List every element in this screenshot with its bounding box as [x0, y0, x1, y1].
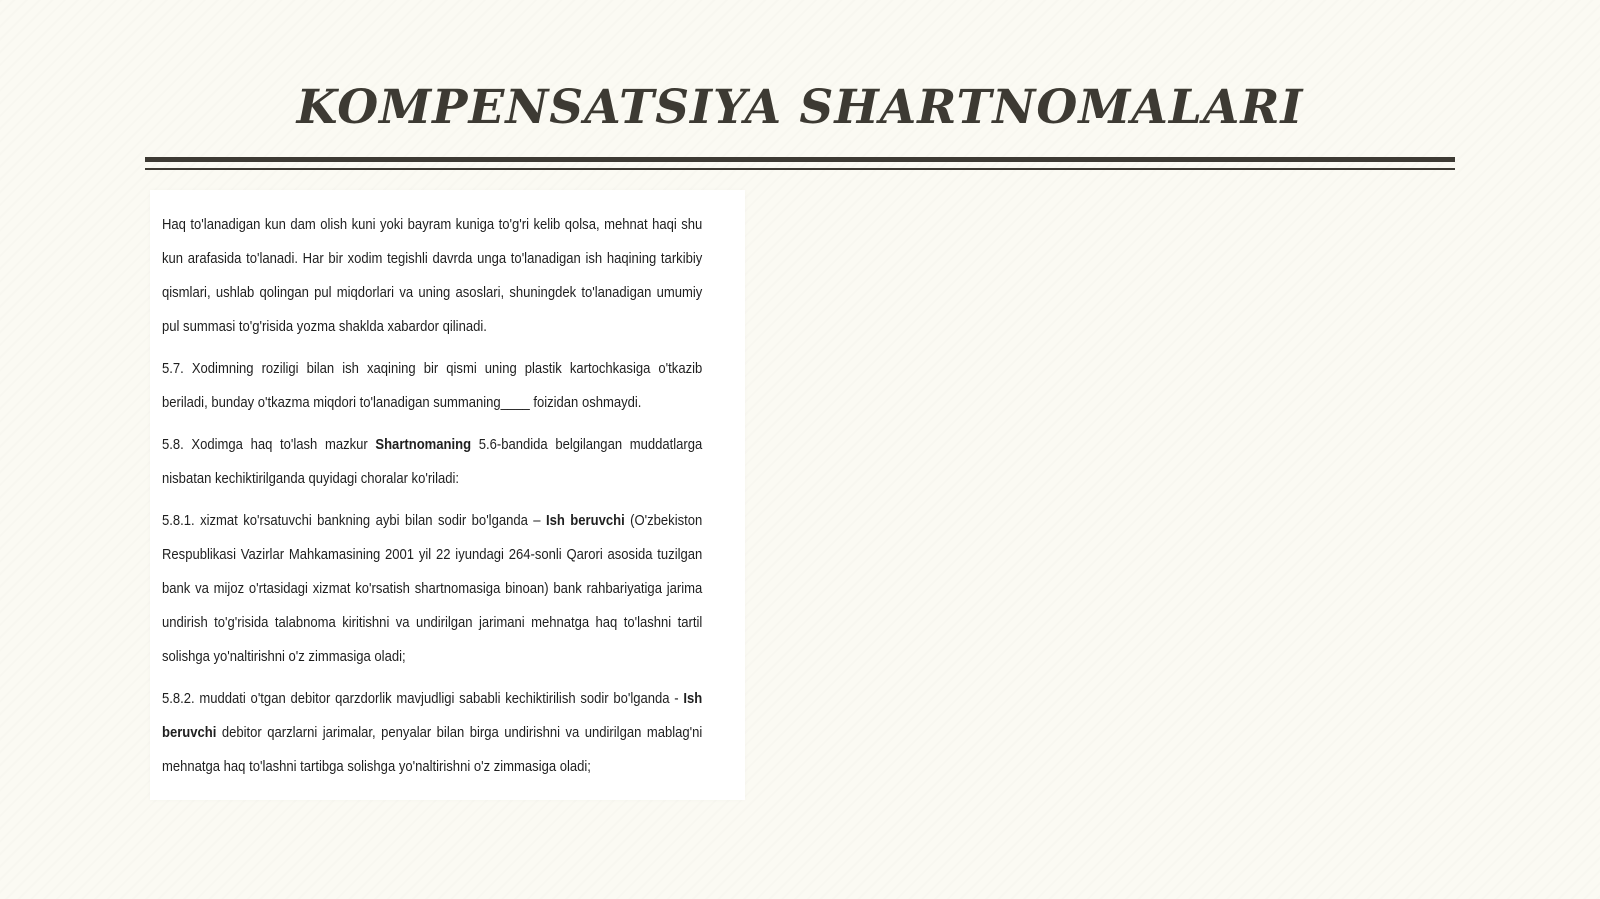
document-excerpt-text	[162, 208, 703, 792]
paragraph-5-8: 5.8. Xodimga haq to'lash mazkur Shartnomaning 5.6-bandida belgilangan muddatlarga nisbatan kechiktirilganda quyidagi choralar ko'riladi:	[162, 436, 703, 487]
paragraph-5-7: 5.7. Xodimning roziligi bilan ish xaqining bir qismi uning plastik kartochkasiga o'tkazib beriladi, bunday o'tkazma miqdori to'lanadigan summaning____ foizidan oshmaydi.	[162, 360, 703, 411]
paragraph-payday: Haq to'lanadigan kun dam olish kuni yoki bayram kuniga to'g'ri kelib qolsa, mehnat haqi shu kun arafasida to'lanadi. Har bir xodim tegishli davrda unga to'lanadigan ish haqining tarkibiy qismlari, ushlab qolingan pul miqdorlari va uning asoslari, shuningdek to'lanadigan umumiy pul summasi to'g'risida yozma shaklda xabardor qilinadi.	[162, 216, 703, 335]
paragraph-5-8-2: 5.8.2. muddati o'tgan debitor qarzdorlik mavjudligi sababli kechiktirilish sodir bo'lganda - Ish beruvchi debitor qarzlarni jarimalar, penyalar bilan birga undirishni va undirilgan mablag'ni mehnatga haq to'lashni tartibga solishga yo'naltirishni o'z zimmasiga oladi;	[162, 690, 703, 775]
title-rule-thick	[145, 157, 1455, 162]
bold-term: Ish beruvchi	[546, 512, 625, 529]
slide-title: KOMPENSATSIYA SHARTNOMALARI	[296, 80, 1304, 135]
bold-term: Shartnomaning	[375, 436, 472, 453]
title-rule-thin	[145, 168, 1455, 170]
bold-term: Ish beruvchi	[162, 690, 703, 741]
paragraph-5-8-1: 5.8.1. xizmat ko'rsatuvchi bankning aybi bilan sodir bo'lganda – Ish beruvchi (O'zbekiston Respublikasi Vazirlar Mahkamasining 2001 yil 22 iyundagi 264-sonli Qarori asosida tuzilgan bank va mijoz o'rtasidagi xizmat ko'rsatish shartnomasiga binoan) bank rahbariyatiga jarima undirish to'g'risida talabnoma kiritishni va undirilgan jarimani mehnatga haq to'lashni tartil solishga yo'naltirishni o'z zimmasiga oladi;	[162, 512, 703, 665]
